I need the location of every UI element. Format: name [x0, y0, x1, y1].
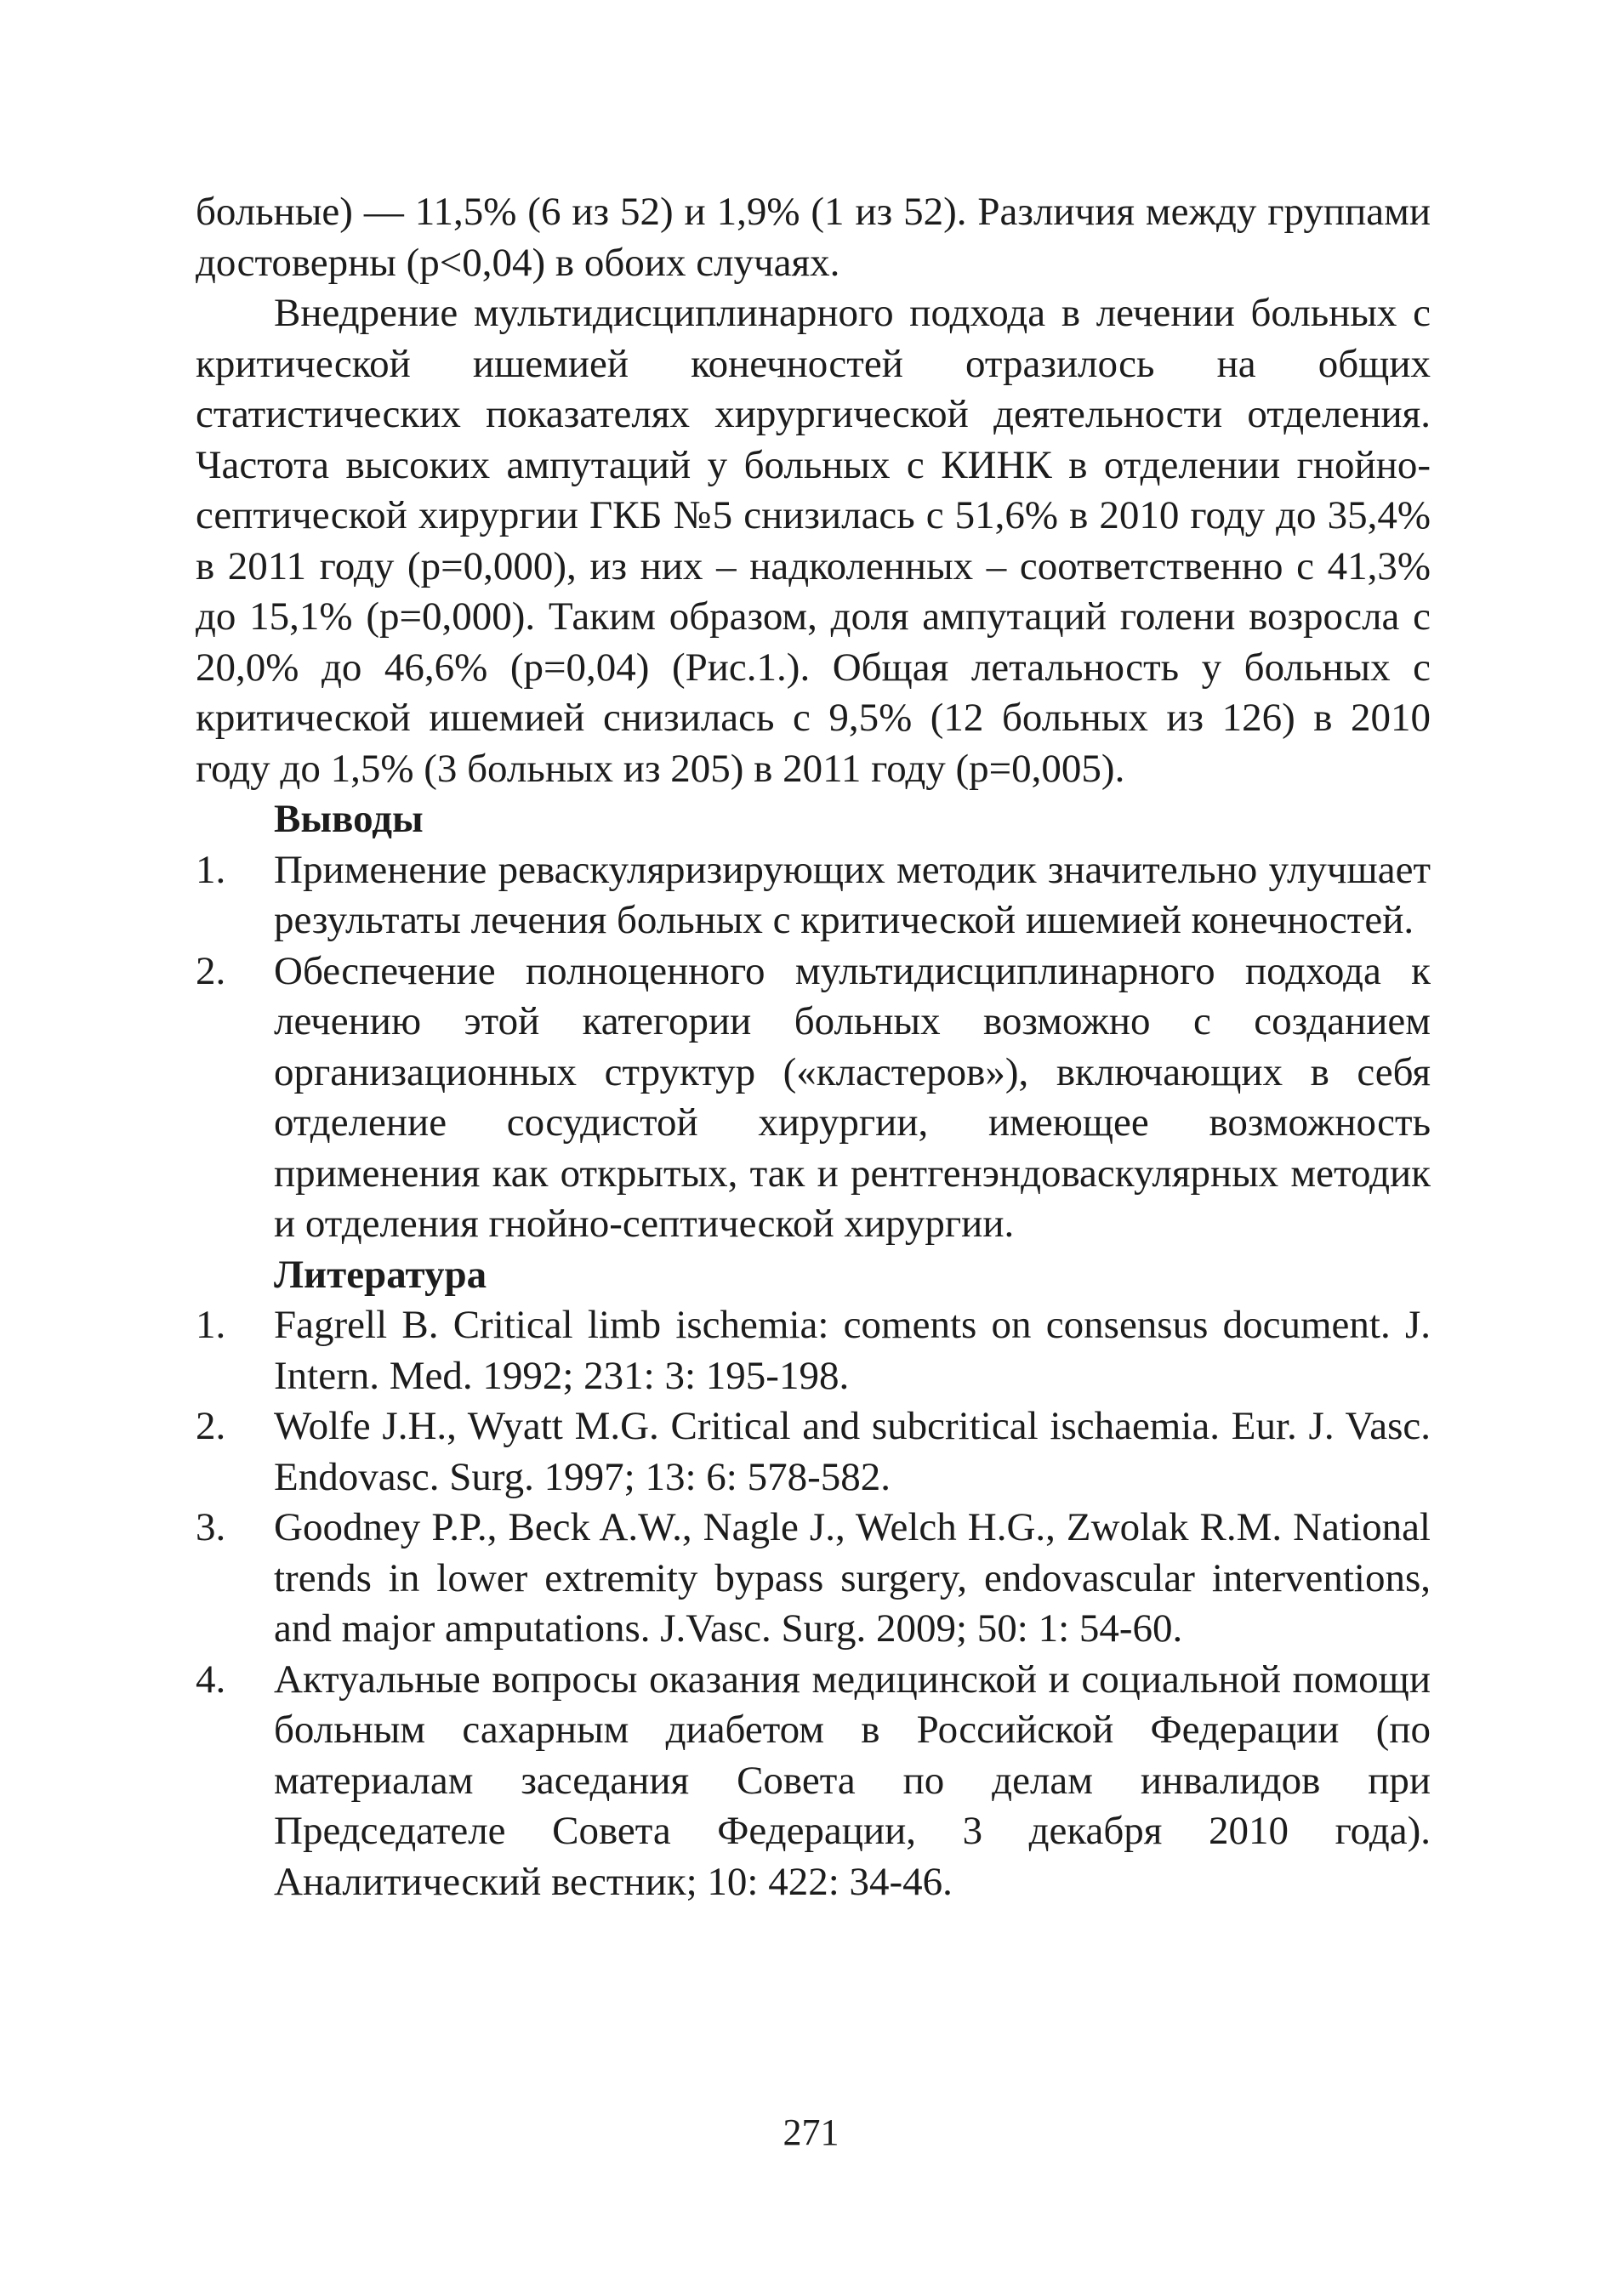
conclusions-heading: Выводы [274, 797, 424, 841]
conclusion-item [196, 845, 1431, 946]
reference-text: Wolfe J.H., Wyatt M.G. Critical and subcritical ischaemia. Eur. J. Vasc. Endovasc. Surg. 1997; 13: 6: 578-582. [274, 1404, 1431, 1499]
results-paragraph: Внедрение мультидисциплинарного подхода в лечении больных с критической ишемией конечностей отразилось на общих статистических показателях хирургической деятельности отделения. Частота высоких ампутаций у больных с КИНК в отделении гнойно-септической хирургии ГКБ №5 снизилась с 51,6% в 2010 году до 35,4% в 2011 году (p=0,000), из них – надколенных – соответственно с 41,3% до 15,1% (p=0,000). Таким образом, доля ампутаций голени возросла с 20,0% до 46,6% (p=0,04) (Рис.1.). Общая летальность у больных с критической ишемией снизилась с 9,5% (12 больных из 126) в 2010 году до 1,5% (3 больных из 205) в 2011 году (p=0,005). [196, 291, 1431, 791]
reference-number: 4. [196, 1657, 226, 1702]
references-list [196, 1300, 1431, 1907]
reference-item [196, 1503, 1431, 1655]
conclusions-list [196, 845, 1431, 1250]
reference-text: Goodney P.P., Beck A.W., Nagle J., Welch H.G., Zwolak R.M. National trends in lower extremity bypass surgery, endovascular interventions, and major amputations. J.Vasc. Surg. 2009; 50: 1: 54-60. [274, 1505, 1431, 1651]
reference-text: Fagrell B. Critical limb ischemia: coments on consensus document. J. Intern. Med. 1992; 231: 3: 195-198. [274, 1303, 1431, 1398]
conclusion-number: 2. [196, 948, 226, 993]
reference-text: Актуальные вопросы оказания медицинской и социальной помощи больным сахарным диабетом в Российской Федерации (по материалам заседания Совета по делам инвалидов при Председателе Совета Федерации, 3 декабря 2010 года). Аналитический вестник; 10: 422: 34-46. [274, 1657, 1431, 1904]
reference-item [196, 1401, 1431, 1503]
conclusion-text: Обеспечение полноценного мультидисциплинарного подхода к лечению этой категории больных возможно с созданием организационных структур («кластеров»), включающих в себя отделение сосудистой хирургии, имеющее возможность применения как открытых, так и рентгенэндоваскулярных методик и отделения гнойно-септической хирургии. [274, 948, 1431, 1246]
conclusion-number: 1. [196, 847, 226, 892]
references-heading: Литература [274, 1252, 487, 1297]
conclusion-item [196, 946, 1431, 1250]
page-number: 271 [783, 2111, 839, 2153]
page-body [196, 187, 1431, 1907]
reference-item [196, 1300, 1431, 1401]
continuation-paragraph: больные) — 11,5% (6 из 52) и 1,9% (1 из 52). Различия между группами достоверны (p<0,04) в обоих случаях. [196, 190, 1431, 285]
reference-item [196, 1655, 1431, 1908]
reference-number: 3. [196, 1505, 226, 1549]
reference-number: 2. [196, 1404, 226, 1448]
conclusion-text: Применение реваскуляризирующих методик значительно улучшает результаты лечения больных с критической ишемией конечностей. [274, 847, 1431, 942]
reference-number: 1. [196, 1303, 226, 1347]
